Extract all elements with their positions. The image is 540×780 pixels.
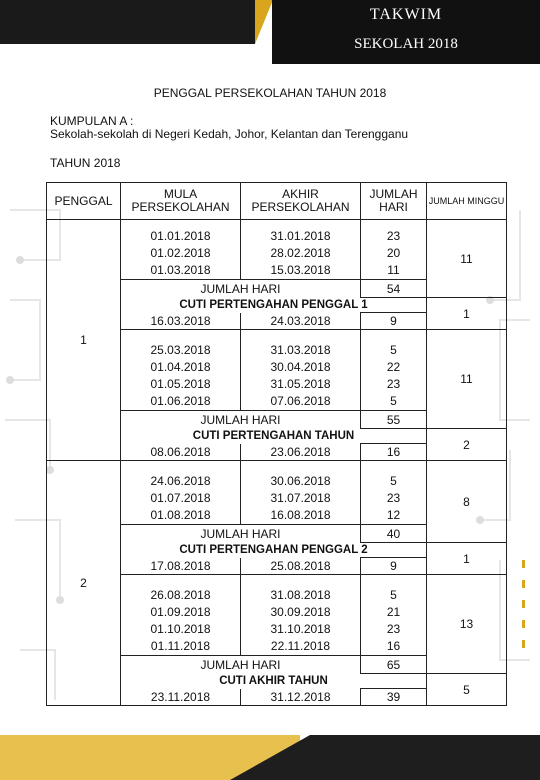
akhir-cell: 31.03.2018 30.04.2018 31.05.2018 07.06.2018 <box>241 330 361 411</box>
minggu-cell: 13 <box>427 575 507 674</box>
cuti-mula: 23.11.2018 <box>121 689 241 706</box>
jumlah-hari-label: JUMLAH HARI <box>121 280 361 298</box>
header-jumlah-minggu: JUMLAH MINGGU <box>427 183 507 220</box>
tahun-label: TAHUN 2018 <box>50 156 121 170</box>
minggu-cell: 8 <box>427 461 507 543</box>
header-subtitle: SEKOLAH 2018 <box>354 36 458 52</box>
cuti-title: CUTI PERTENGAHAN TAHUN <box>121 429 427 444</box>
cuti-hari: 16 <box>361 444 427 461</box>
cuti-akhir: 23.06.2018 <box>241 444 361 461</box>
penggal-2-label: 2 <box>47 461 121 706</box>
jumlah-hari-total: 40 <box>361 525 427 543</box>
page-title: PENGGAL PERSEKOLAHAN TAHUN 2018 <box>153 86 387 100</box>
kumpulan-info <box>50 115 408 141</box>
cuti-hari: 39 <box>361 689 427 706</box>
minggu-cell: 5 <box>427 674 507 706</box>
cuti-title: CUTI PERTENGAHAN PENGGAL 2 <box>121 543 427 558</box>
table-row <box>47 220 507 280</box>
minggu-cell: 1 <box>427 543 507 575</box>
mula-cell: 25.03.2018 01.04.2018 01.05.2018 01.06.2018 <box>121 330 241 411</box>
akhir-cell: 31.01.2018 28.02.2018 15.03.2018 <box>241 220 361 280</box>
kumpulan-states: Sekolah-sekolah di Negeri Kedah, Johor, Kelantan dan Terengganu <box>50 127 409 141</box>
header-jumlah-hari: JUMLAH HARI <box>361 183 427 220</box>
penggal-1-label: 1 <box>47 220 121 461</box>
minggu-cell: 2 <box>427 429 507 461</box>
hari-cell: 5 22 23 5 <box>361 330 427 411</box>
table-header-row <box>47 183 507 220</box>
mula-cell: 24.06.2018 01.07.2018 01.08.2018 <box>121 461 241 525</box>
minggu-cell: 1 <box>427 298 507 330</box>
kumpulan-label: KUMPULAN A : <box>50 114 134 128</box>
table-row <box>47 461 507 525</box>
footer-dark-wedge <box>230 735 310 780</box>
header-penggal: PENGGAL <box>47 183 121 220</box>
cuti-mula: 08.06.2018 <box>121 444 241 461</box>
cuti-mula: 16.03.2018 <box>121 313 241 330</box>
cuti-akhir: 24.03.2018 <box>241 313 361 330</box>
minggu-cell: 11 <box>427 330 507 429</box>
cuti-title: CUTI AKHIR TAHUN <box>121 674 427 689</box>
jumlah-hari-label: JUMLAH HARI <box>121 411 361 429</box>
hari-cell: 5 23 12 <box>361 461 427 525</box>
cuti-mula: 17.08.2018 <box>121 558 241 575</box>
cuti-hari: 9 <box>361 558 427 575</box>
jumlah-hari-total: 65 <box>361 656 427 674</box>
jumlah-hari-total: 54 <box>361 280 427 298</box>
jumlah-hari-total: 55 <box>361 411 427 429</box>
minggu-cell: 11 <box>427 220 507 298</box>
jumlah-hari-label: JUMLAH HARI <box>121 525 361 543</box>
header-title: TAKWIM <box>369 6 443 23</box>
takwim-table <box>46 182 507 706</box>
header-gold-accent <box>255 0 273 44</box>
akhir-cell: 30.06.2018 31.07.2018 16.08.2018 <box>241 461 361 525</box>
cuti-akhir: 31.12.2018 <box>241 689 361 706</box>
hari-cell: 23 20 11 <box>361 220 427 280</box>
mula-cell: 26.08.2018 01.09.2018 01.10.2018 01.11.2018 <box>121 575 241 656</box>
jumlah-hari-label: JUMLAH HARI <box>121 656 361 674</box>
header-left-block <box>0 0 255 44</box>
footer-dark-band <box>310 735 540 780</box>
akhir-cell: 31.08.2018 30.09.2018 31.10.2018 22.11.2018 <box>241 575 361 656</box>
header-mula: MULA PERSEKOLAHAN <box>121 183 241 220</box>
mula-cell: 01.01.2018 01.02.2018 01.03.2018 <box>121 220 241 280</box>
header-akhir: AKHIR PERSEKOLAHAN <box>241 183 361 220</box>
cuti-hari: 9 <box>361 313 427 330</box>
cuti-title: CUTI PERTENGAHAN PENGGAL 1 <box>121 298 427 313</box>
hari-cell: 5 21 23 16 <box>361 575 427 656</box>
cuti-akhir: 25.08.2018 <box>241 558 361 575</box>
